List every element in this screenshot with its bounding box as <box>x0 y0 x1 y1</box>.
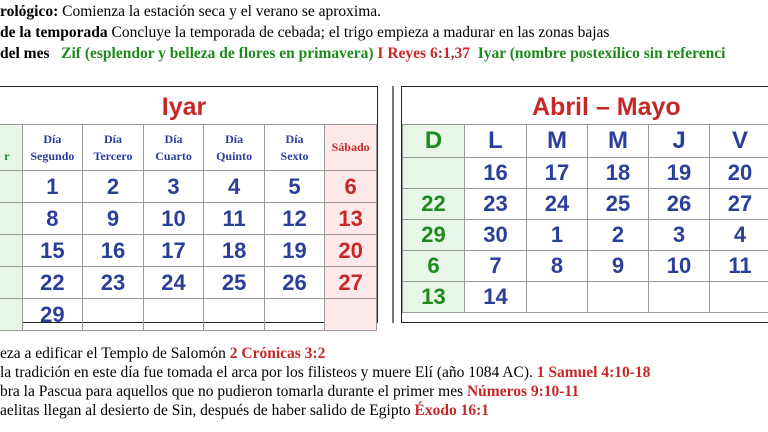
day-cell: 22 <box>403 189 465 220</box>
day-cell <box>649 282 710 313</box>
day-cell: 20 <box>710 158 768 189</box>
day-cell: 18 <box>204 235 265 267</box>
sabbath-day-cell <box>325 299 377 331</box>
gregorian-month-calendar <box>401 86 768 323</box>
day-cell <box>204 299 265 331</box>
day-cell: 24 <box>143 267 204 299</box>
gregorian-week-row <box>403 189 768 220</box>
sabbath-day-cell: 13 <box>325 203 377 235</box>
day-cell: 26 <box>649 189 710 220</box>
day-cell: 8 <box>22 203 83 235</box>
day-cell: 7 <box>465 251 527 282</box>
hebrew-month-calendar <box>0 86 378 327</box>
event-line <box>0 402 489 420</box>
season-label: de la temporada <box>0 24 108 41</box>
gregorian-month-title: Abril – Mayo <box>532 93 681 121</box>
day-cell: 2 <box>588 220 649 251</box>
day-cell: 3 <box>649 220 710 251</box>
month-name-line <box>0 45 725 63</box>
hebrew-calendar-grid <box>0 124 377 331</box>
weekday-header-cell: Día Tercero <box>83 125 144 171</box>
day-cell <box>710 282 768 313</box>
day-cell: 23 <box>465 189 527 220</box>
weekday-header-sabbath: Sábado <box>325 125 377 171</box>
day-cell: 18 <box>588 158 649 189</box>
event-reference: 1 Samuel 4:10-18 <box>536 364 651 381</box>
day-cell: 3 <box>143 171 204 203</box>
gregorian-week-row <box>403 220 768 251</box>
event-text: eza a edificar el Templo de Salomón <box>0 345 230 362</box>
climate-line <box>0 3 381 21</box>
day-cell: 29 <box>403 220 465 251</box>
day-cell <box>0 171 22 203</box>
day-cell <box>143 299 204 331</box>
weekday-header-cell: M <box>588 125 649 158</box>
day-cell: 10 <box>649 251 710 282</box>
day-cell: 19 <box>264 235 324 267</box>
day-cell: 17 <box>527 158 588 189</box>
day-cell: 1 <box>527 220 588 251</box>
day-cell: 19 <box>649 158 710 189</box>
day-cell: 11 <box>204 203 265 235</box>
day-cell: 9 <box>588 251 649 282</box>
sabbath-day-cell: 6 <box>325 171 377 203</box>
gregorian-calendar-grid <box>402 124 768 313</box>
gregorian-weekday-header-row <box>403 125 768 158</box>
weekday-header-cell: Día Segundo <box>22 125 83 171</box>
month-name-zif: Zif (esplendor y belleza de flores en primavera) <box>61 45 374 62</box>
day-cell <box>0 235 22 267</box>
day-cell: 14 <box>465 282 527 313</box>
hebrew-week-row <box>0 235 377 267</box>
hebrew-week-row <box>0 267 377 299</box>
weekday-header-cell: Día Quinto <box>204 125 265 171</box>
weekday-header-cell: Día Sexto <box>264 125 324 171</box>
sabbath-day-cell: 27 <box>325 267 377 299</box>
month-name-iyar: Iyar (nombre postexílico sin referenci <box>477 45 726 62</box>
day-cell <box>264 299 324 331</box>
hebrew-week-row <box>0 171 377 203</box>
day-cell: 23 <box>83 267 144 299</box>
event-reference: 2 Crónicas 3:2 <box>229 345 326 362</box>
season-text: Concluye la temporada de cebada; el trigo empieza a madurar en las zonas bajas <box>107 24 610 41</box>
day-cell: 17 <box>143 235 204 267</box>
day-cell: 8 <box>527 251 588 282</box>
hebrew-month-title: Iyar <box>161 93 207 121</box>
day-cell: 1 <box>22 171 83 203</box>
event-line <box>0 345 325 363</box>
month-name-label: del mes <box>0 45 50 62</box>
day-cell <box>588 282 649 313</box>
day-cell: 6 <box>403 251 465 282</box>
weekday-header-cell: M <box>527 125 588 158</box>
day-cell: 25 <box>588 189 649 220</box>
day-cell <box>83 299 144 331</box>
gregorian-week-row <box>403 251 768 282</box>
day-cell: 30 <box>465 220 527 251</box>
weekday-header-cell: D <box>403 125 465 158</box>
day-cell: 2 <box>83 171 144 203</box>
day-cell: 16 <box>83 235 144 267</box>
day-cell: 4 <box>710 220 768 251</box>
weekday-header-cell: V <box>710 125 768 158</box>
hebrew-week-row <box>0 203 377 235</box>
event-line <box>0 383 579 401</box>
day-cell: 16 <box>465 158 527 189</box>
day-cell: 10 <box>143 203 204 235</box>
day-cell: 4 <box>204 171 265 203</box>
day-cell: 11 <box>710 251 768 282</box>
event-reference: Números 9:10-11 <box>466 383 580 400</box>
event-reference: Éxodo 16:1 <box>414 402 490 419</box>
day-cell <box>0 299 22 331</box>
day-cell: 15 <box>22 235 83 267</box>
weekday-header-cell: J <box>649 125 710 158</box>
event-text: la tradición en este día fue tomada el arca por los filisteos y muere Elí (año 1084 AC). <box>0 364 537 381</box>
day-cell: 22 <box>22 267 83 299</box>
day-cell <box>527 282 588 313</box>
day-cell: 29 <box>22 299 83 331</box>
day-cell: 27 <box>710 189 768 220</box>
day-cell <box>0 203 22 235</box>
weekday-header-cell: L <box>465 125 527 158</box>
event-line <box>0 364 650 382</box>
weekday-header-cell: Día Cuarto <box>143 125 204 171</box>
climate-label: rológico: <box>0 3 59 20</box>
season-line <box>0 24 609 42</box>
hebrew-weekday-header-row <box>0 125 377 171</box>
event-text: bra la Pascua para aquellos que no pudieron tomarla durante el primer mes <box>0 383 467 400</box>
day-cell <box>403 158 465 189</box>
hebrew-week-row <box>0 299 377 331</box>
weekday-header-cell: r <box>0 125 22 171</box>
gregorian-week-row <box>403 282 768 313</box>
day-cell: 24 <box>527 189 588 220</box>
day-cell: 5 <box>264 171 324 203</box>
calendar-divider <box>392 86 394 323</box>
event-text: aelitas llegan al desierto de Sin, después de haber salido de Egipto <box>0 402 415 419</box>
sabbath-day-cell: 20 <box>325 235 377 267</box>
month-name-reference: I Reyes 6:1,37 <box>377 45 470 62</box>
gregorian-week-row <box>403 158 768 189</box>
day-cell: 12 <box>264 203 324 235</box>
day-cell: 25 <box>204 267 265 299</box>
day-cell <box>0 267 22 299</box>
day-cell: 26 <box>264 267 324 299</box>
day-cell: 9 <box>83 203 144 235</box>
climate-text: Comienza la estación seca y el verano se aproxima. <box>58 3 382 20</box>
day-cell: 13 <box>403 282 465 313</box>
